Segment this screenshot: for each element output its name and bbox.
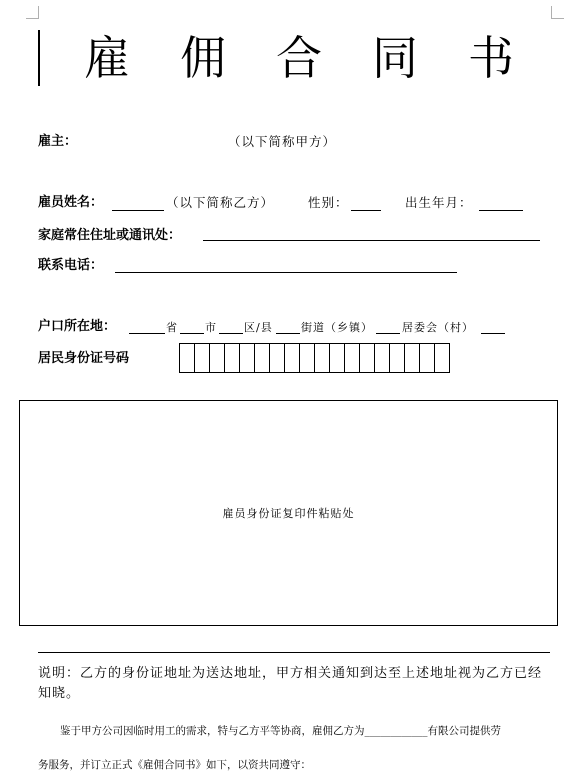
page-corner-mark-top-left [26, 6, 39, 19]
id-number-boxes[interactable] [179, 343, 450, 373]
id-digit-box[interactable] [269, 343, 285, 373]
employee-name-blank[interactable] [112, 198, 164, 211]
divider-rule [38, 652, 550, 653]
employer-note: （以下简称甲方） [228, 134, 337, 149]
street-blank[interactable] [276, 321, 300, 334]
birth-label: 出生年月： [405, 195, 473, 210]
phone-blank[interactable] [115, 260, 457, 273]
id-digit-box[interactable] [179, 343, 195, 373]
province-text: 省 [166, 321, 178, 334]
hukou-label: 户口所在地： [38, 319, 117, 334]
agreement-line-1-b: 有限公司提供劳 [427, 725, 501, 737]
employee-name-label: 雇员姓名： [38, 195, 104, 210]
id-number-label: 居民身份证号码 [38, 351, 130, 366]
text-cursor [38, 30, 40, 86]
employer-label: 雇主： [38, 134, 78, 149]
district-text: 区/县 [244, 321, 273, 334]
id-digit-box[interactable] [284, 343, 300, 373]
city-blank[interactable] [180, 321, 204, 334]
committee-text: 居委会（村） [402, 321, 474, 334]
id-digit-box[interactable] [314, 343, 330, 373]
id-digit-box[interactable] [389, 343, 405, 373]
document-title: 雇佣合同书 [84, 31, 564, 85]
street-text: 街道（乡镇） [301, 321, 373, 334]
address-label: 家庭常住住址或通讯处： [38, 228, 182, 243]
id-digit-box[interactable] [344, 343, 360, 373]
page-corner-mark-top-right [551, 6, 564, 19]
id-copy-caption: 雇员身份证复印件粘贴处 [222, 507, 355, 520]
id-digit-box[interactable] [254, 343, 270, 373]
id-digit-box[interactable] [374, 343, 390, 373]
id-digit-box[interactable] [224, 343, 240, 373]
address-blank[interactable] [203, 228, 540, 241]
phone-label: 联系电话： [38, 258, 104, 273]
id-digit-box[interactable] [299, 343, 315, 373]
id-digit-box[interactable] [209, 343, 225, 373]
agreement-line-1 [60, 724, 501, 738]
gender-blank[interactable] [351, 198, 381, 211]
agreement-line-1-a: 鉴于甲方公司因临时用工的需求，特与乙方平等协商，雇佣乙方为 [60, 725, 365, 737]
id-digit-box[interactable] [359, 343, 375, 373]
district-blank[interactable] [219, 321, 243, 334]
employee-name-note: （以下简称乙方） [166, 195, 275, 210]
birth-blank[interactable] [479, 198, 523, 211]
company-name-blank[interactable]: ____________ [364, 725, 428, 737]
notice-text: 说明：乙方的身份证地址为送达地址，甲方相关通知到达至上述地址视为乙方已经知晓。 [38, 666, 543, 701]
city-text: 市 [205, 321, 217, 334]
id-digit-box[interactable] [434, 343, 450, 373]
province-blank[interactable] [129, 321, 165, 334]
id-copy-paste-area [19, 400, 558, 626]
gender-label: 性别： [308, 195, 349, 210]
id-digit-box[interactable] [419, 343, 435, 373]
hukou-end-blank[interactable] [481, 321, 505, 334]
id-digit-box[interactable] [239, 343, 255, 373]
agreement-line-2: 务服务，并订立正式《雇佣合同书》如下，以资共同遵守： [38, 759, 311, 771]
id-digit-box[interactable] [194, 343, 210, 373]
id-digit-box[interactable] [329, 343, 345, 373]
committee-blank[interactable] [376, 321, 400, 334]
id-digit-box[interactable] [404, 343, 420, 373]
